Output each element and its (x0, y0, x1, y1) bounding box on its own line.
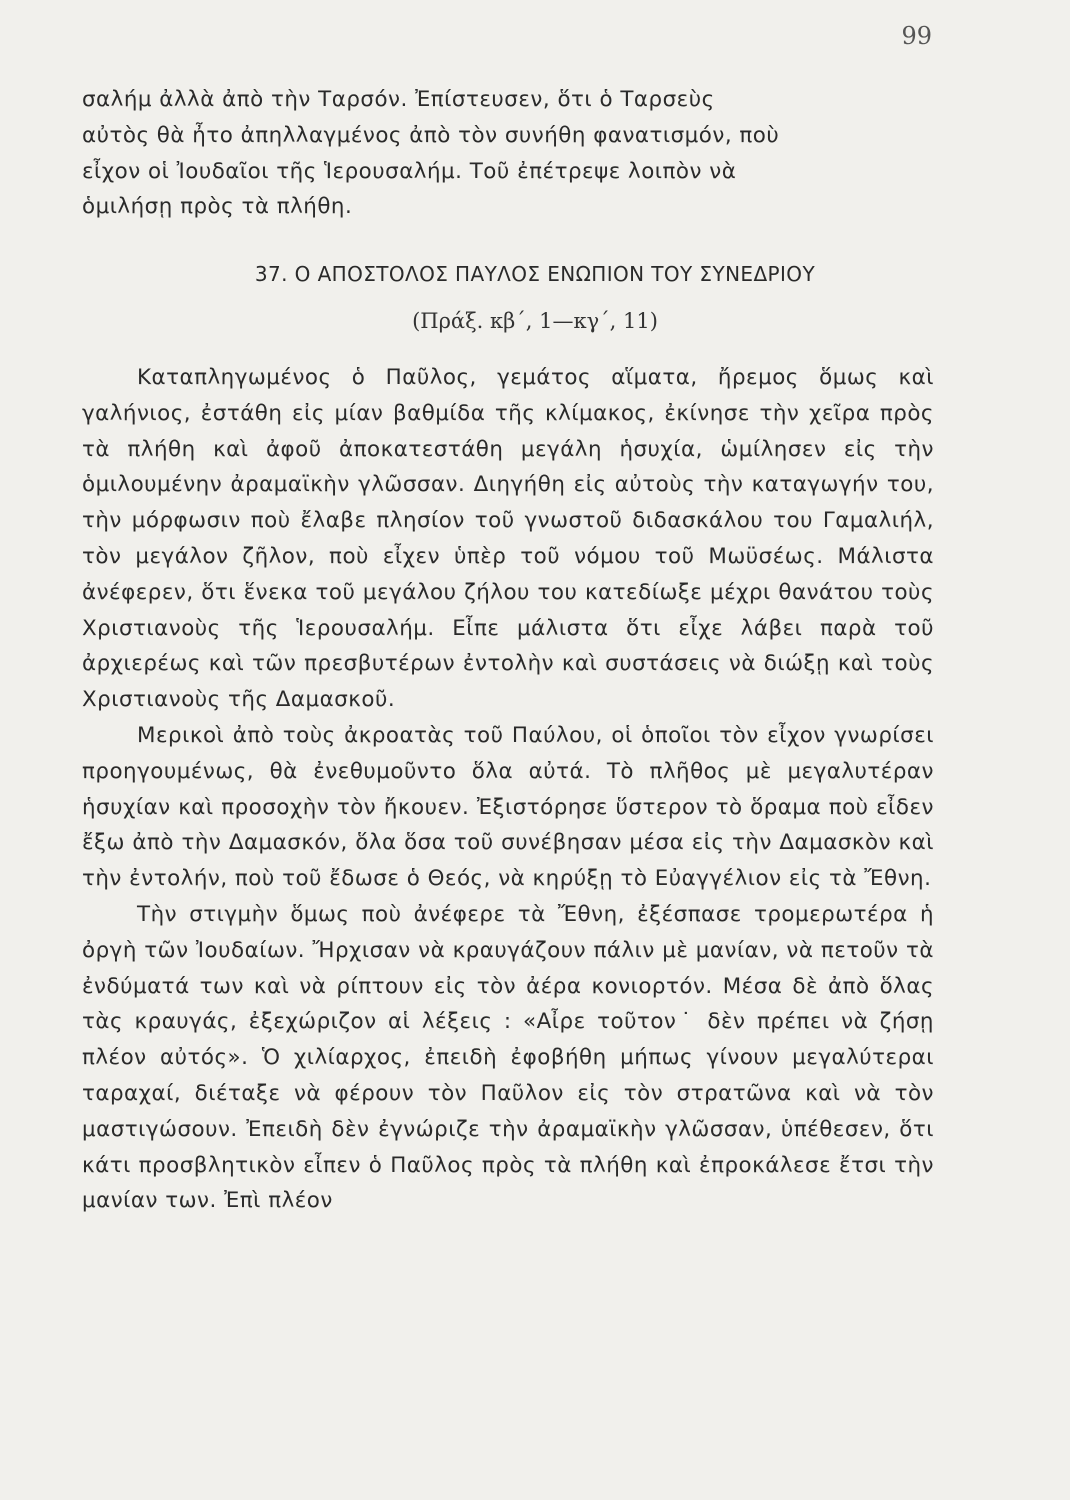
text-line: εἶχον οἱ Ἰουδαῖοι τῆς Ἱερουσαλήμ. Τοῦ ἐπέτρεψε λοιπὸν νὰ (82, 158, 737, 184)
chapter-reference: (Πράξ. κβ΄, 1—κγ΄, 11) (412, 309, 658, 333)
paragraph: Τὴν στιγμὴν ὅμως ποὺ ἀνέφερε τὰ Ἔθνη, ἐξέσπασε τρομερωτέρα ἡ ὀργὴ τῶν Ἰουδαίων. Ἤρχισαν νὰ κραυγάζουν πάλιν μὲ μανίαν, νὰ πετοῦν τὰ ἐνδύματά των καὶ νὰ ρίπτουν εἰς τὸν ἀέρα κονιορτόν. Μέσα δὲ ἀπὸ ὅλας τὰς κραυγάς, ἐξεχώριζον αἱ λέξεις : «Αἶρε τοῦτον˙ δὲν πρέπει νὰ ζήσῃ πλέον αὐτός». Ὁ χιλίαρχος, ἐπειδὴ ἐφοβήθη μήπως γίνουν μεγαλύτεραι ταραχαί, διέταξε νὰ φέρουν τὸν Παῦλον εἰς τὸν στρατῶνα καὶ νὰ τὸν μαστιγώσουν. Ἐπειδὴ δὲν ἐγνώριζε τὴν ἀραμαϊκὴν γλῶσσαν, ὑπέθεσεν, ὅτι κάτι προσβλητικὸν εἶπεν ὁ Παῦλος πρὸς τὰ πλήθη καὶ ἐπροκάλεσε ἔτσι τὴν μανίαν των. Ἐπὶ πλέον (82, 901, 934, 1214)
text-line: αὐτὸς θὰ ἦτο ἀπηλλαγμένος ἀπὸ τὸν συνήθη φανατισμόν, ποὺ (82, 122, 780, 148)
text-line: σαλήμ ἀλλὰ ἀπὸ τὴν Ταρσόν. Ἐπίστευσεν, ὅτι ὁ Ταρσεὺς (82, 87, 715, 112)
paragraph: Καταπληγωμένος ὁ Παῦλος, γεμάτος αἵματα, ἤρεμος ὅμως καὶ γαλήνιος, ἐστάθη εἰς μίαν βαθμίδα τῆς κλίμακος, ἐκίνησε τὴν χεῖρα πρὸς τὰ πλήθη καὶ ἀφοῦ ἀποκατεστάθη μεγάλη ἡσυχία, ὡμίλησεν εἰς τὴν ὁμιλουμένην ἀραμαϊκὴν γλῶσσαν. Διηγήθη εἰς αὐτοὺς τὴν καταγωγήν του, τὴν μόρφωσιν ποὺ ἔλαβε πλησίον τοῦ γνωστοῦ διδασκάλου του Γαμαλιήλ, τὸν μεγάλον ζῆλον, ποὺ εἶχεν ὑπὲρ τοῦ νόμου τοῦ Μωϋσέως. Μάλιστα ἀνέφερεν, ὅτι ἕνεκα τοῦ μεγάλου ζήλου του κατεδίωξε μέχρι θανάτου τοὺς Χριστιανοὺς τῆς Ἱερουσαλήμ. Εἶπε μάλιστα ὅτι εἶχε λάβει παρὰ τοῦ ἀρχιερέως καὶ τῶν πρεσβυτέρων ἐντολὴν καὶ συστάσεις νὰ διώξῃ καὶ τοὺς Χριστιανοὺς τῆς Δαμασκοῦ. (82, 365, 934, 713)
chapter-heading: 37. Ο ΑΠΟΣΤΟΛΟΣ ΠΑΥΛΟΣ ΕΝΩΠΙΟΝ ΤΟΥ ΣΥΝΕΔΡΙΟΥ (254, 262, 816, 286)
top-continuation-text (82, 82, 934, 225)
chapter-body (82, 360, 934, 1219)
text-line: ὁμιλήσῃ πρὸς τὰ πλήθη. (82, 194, 353, 220)
page-number: 99 (901, 22, 932, 50)
paragraph: Μερικοὶ ἀπὸ τοὺς ἀκροατὰς τοῦ Παύλου, οἱ ὁποῖοι τὸν εἶχον γνωρίσει προηγουμένως, θὰ ἐνεθυμοῦντο ὅλα αὐτά. Τὸ πλῆθος μὲ μεγαλυτέραν ἡσυχίαν καὶ προσοχὴν τὸν ἤκουεν. Ἐξιστόρησε ὕστερον τὸ ὅραμα ποὺ εἶδεν ἔξω ἀπὸ τὴν Δαμασκόν, ὅλα ὅσα τοῦ συνέβησαν μέσα εἰς τὴν Δαμασκὸν καὶ τὴν ἐντολήν, ποὺ τοῦ ἔδωσε ὁ Θεός, νὰ κηρύξῃ τὸ Εὐαγγέλιον εἰς τὰ Ἔθνη. (82, 722, 934, 892)
